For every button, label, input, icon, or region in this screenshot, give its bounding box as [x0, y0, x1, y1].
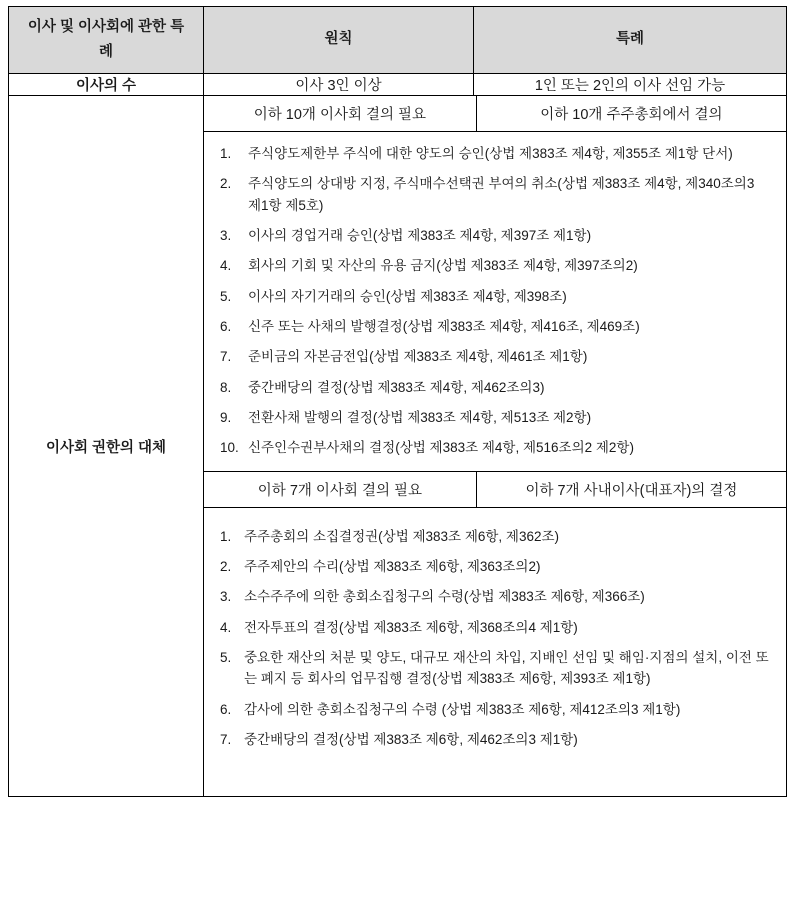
list-item-number: 6. — [220, 701, 232, 717]
list-item-number: 9. — [220, 409, 232, 425]
list-item-number: 7. — [220, 349, 232, 365]
list-item — [220, 377, 770, 398]
list-item-text: 중요한 재산의 처분 및 양도, 대규모 재산의 차입, 지배인 선임 및 해임·지점의 설치, 이전 또는 폐지 등 회사의 업무집행 결정(상법 제383조 제6항, 제393조 제1항) — [244, 649, 769, 687]
list-item-text: 전환사채 발행의 결정(상법 제383조 제4항, 제513조 제2항) — [248, 409, 592, 425]
list-item-text: 주식양도의 상대방 지정, 주식매수선택권 부여의 취소(상법 제383조 제4항, 제340조의3 제1항 제5호) — [248, 176, 755, 213]
table-row — [9, 96, 787, 797]
list-item — [220, 346, 770, 367]
subsection-two-list-cell — [204, 507, 786, 796]
list-item-text: 감사에 의한 총회소집청구의 수령 (상법 제383조 제6항, 제412조의3 제1항) — [244, 701, 681, 717]
list-item-text: 신주 또는 사채의 발행결정(상법 제383조 제4항, 제416조, 제469조) — [248, 318, 640, 334]
list-item — [220, 143, 770, 164]
subsection-two-list-row — [204, 507, 786, 796]
cell-principle-number-of-directors: 이사 3인 이상 — [204, 74, 474, 96]
list-item — [220, 316, 770, 337]
subsection-one-list-wrapper — [204, 132, 786, 471]
list-item-number: 3. — [220, 227, 232, 243]
list-item-text: 신주인수권부사채의 결정(상법 제383조 제4항, 제516조의2 제2항) — [248, 440, 634, 456]
subsection-two-items — [220, 526, 770, 751]
list-item-number: 3. — [220, 589, 232, 605]
list-item-text: 소수주주에 의한 총회소집청구의 수령(상법 제383조 제6항, 제366조) — [244, 589, 645, 605]
list-item-number: 2. — [220, 558, 232, 574]
table-row — [9, 74, 787, 96]
list-item-number: 8. — [220, 379, 232, 395]
list-item-number: 7. — [220, 731, 232, 747]
board-authority-subtable — [204, 96, 786, 796]
list-item-number: 10. — [220, 440, 239, 456]
list-item — [220, 173, 770, 216]
list-item-text: 회사의 기회 및 자산의 유용 금지(상법 제383조 제4항, 제397조의2) — [248, 258, 638, 274]
subsection-one-exception-heading: 이하 10개 주주총회에서 결의 — [476, 96, 786, 132]
list-item-text: 중간배당의 결정(상법 제383조 제6항, 제462조의3 제1항) — [244, 731, 578, 747]
list-item — [220, 647, 770, 690]
list-item-number: 5. — [220, 649, 232, 665]
row-label-number-of-directors: 이사의 수 — [9, 74, 204, 96]
list-item — [220, 225, 770, 246]
list-item — [220, 699, 770, 720]
directors-special-provisions-table — [8, 6, 787, 797]
cell-exception-number-of-directors: 1인 또는 2인의 이사 선임 가능 — [474, 74, 787, 96]
list-item — [220, 255, 770, 276]
header-principle-column: 원칙 — [204, 7, 474, 74]
list-item-number: 6. — [220, 318, 232, 334]
list-item — [220, 617, 770, 638]
list-item-text: 주주총회의 소집결정권(상법 제383조 제6항, 제362조) — [244, 528, 560, 544]
header-label-column: 이사 및 이사회에 관한 특례 — [9, 7, 204, 74]
list-item-number: 2. — [220, 176, 232, 192]
list-item — [220, 586, 770, 607]
list-item-text: 주식양도제한부 주식에 대한 양도의 승인(상법 제383조 제4항, 제355조 제1항 단서) — [248, 146, 733, 161]
list-item-number: 1. — [220, 528, 232, 544]
subsection-two-principle-heading: 이하 7개 이사회 결의 필요 — [204, 471, 476, 507]
subsection-one-items — [220, 143, 770, 459]
list-item-number: 1. — [220, 146, 232, 161]
list-item-text: 주주제안의 수리(상법 제383조 제6항, 제363조의2) — [244, 558, 541, 574]
list-item — [220, 556, 770, 577]
list-item-text: 중간배당의 결정(상법 제383조 제4항, 제462조의3) — [248, 379, 545, 395]
list-bottom-spacer — [220, 750, 770, 784]
row-label-board-authority-replacement: 이사회 권한의 대체 — [9, 96, 204, 797]
subsection-two-heading-row — [204, 471, 786, 507]
subsection-one-principle-heading: 이하 10개 이사회 결의 필요 — [204, 96, 476, 132]
subsection-two-exception-heading: 이하 7개 사내이사(대표자)의 결정 — [476, 471, 786, 507]
list-item — [220, 526, 770, 547]
table-header-row — [9, 7, 787, 74]
subsection-two-list-wrapper — [204, 508, 786, 797]
list-item-text: 이사의 경업거래 승인(상법 제383조 제4항, 제397조 제1항) — [248, 227, 592, 243]
list-item-text: 전자투표의 결정(상법 제383조 제6항, 제368조의4 제1항) — [244, 619, 578, 635]
list-item-number: 4. — [220, 258, 232, 274]
list-item — [220, 286, 770, 307]
list-item — [220, 437, 770, 458]
list-item-text: 준비금의 자본금전입(상법 제383조 제4항, 제461조 제1항) — [248, 349, 588, 365]
board-authority-content-cell — [204, 96, 787, 797]
subsection-one-heading-row — [204, 96, 786, 132]
list-item-number: 4. — [220, 619, 232, 635]
list-item — [220, 729, 770, 750]
subsection-one-list-cell — [204, 132, 786, 472]
list-item-number: 5. — [220, 288, 232, 304]
list-item-text: 이사의 자기거래의 승인(상법 제383조 제4항, 제398조) — [248, 288, 567, 304]
subsection-one-list-row — [204, 132, 786, 472]
list-item — [220, 407, 770, 428]
header-exception-column: 특례 — [474, 7, 787, 74]
